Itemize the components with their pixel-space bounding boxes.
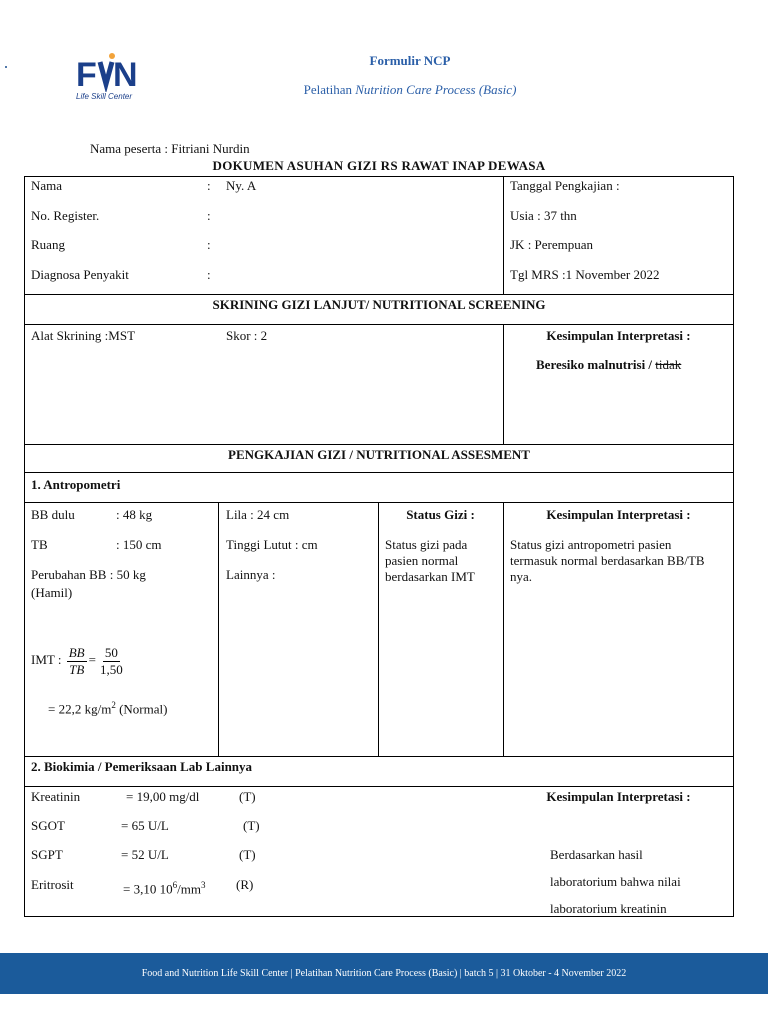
- divider: [24, 444, 734, 445]
- sgpt-flag: (T): [239, 847, 256, 862]
- eritrosit-unit: /mm: [177, 881, 201, 897]
- footer-bar: Food and Nutrition Life Skill Center | Pelatihan Nutrition Care Process (Basic) | batch 5 | 31 Oktober - 4 November 2022: [0, 953, 768, 994]
- nama-value: Ny. A: [226, 178, 257, 193]
- subtitle-italic: Nutrition Care Process (Basic): [355, 82, 517, 97]
- sgot-flag: (T): [243, 818, 260, 833]
- jenis-kelamin: JK : Perempuan: [510, 237, 594, 252]
- bb-dulu-value: : 48 kg: [116, 507, 153, 522]
- imt-fraction-symbolic: [67, 645, 87, 678]
- imt-result-value: = 22,2 kg/m: [48, 701, 112, 717]
- eritrosit-exponent: 6: [172, 880, 178, 890]
- participant-name: Nama peserta : Fitriani Nurdin: [90, 141, 250, 156]
- assessment-heading: PENGKAJIAN GIZI / NUTRITIONAL ASSESMENT: [228, 447, 530, 462]
- page-dot: [5, 66, 7, 68]
- sgpt-value: = 52 U/L: [121, 847, 169, 862]
- screening-result: [536, 357, 681, 373]
- biokimia-line-2: laboratorium bahwa nilai: [550, 874, 681, 889]
- result-text: Beresiko malnutrisi /: [536, 357, 656, 372]
- usia: Usia : 37 thn: [510, 208, 577, 223]
- colon: :: [207, 237, 211, 252]
- logo-mark-icon: [76, 50, 146, 92]
- kreatinin-label: Kreatinin: [31, 789, 81, 804]
- imt-denominator: TB: [69, 661, 85, 677]
- ruang-label: Ruang: [31, 237, 65, 252]
- logo-subtitle: Life Skill Center: [76, 92, 133, 101]
- imt-equals: =: [88, 652, 96, 667]
- nama-label: Nama: [31, 178, 63, 193]
- antropometri-kesimpulan-text: Status gizi antropometri pasien termasuk normal berdasarkan BB/TB nya.: [510, 537, 705, 584]
- imt-fraction-numeric: [98, 645, 125, 678]
- imt-numerator-value: 50: [104, 644, 118, 660]
- tinggi-lutut: Tinggi Lutut : cm: [226, 537, 318, 552]
- logo-letter-f: F: [76, 56, 97, 92]
- logo-letter-n: N: [113, 56, 138, 92]
- tb-label: TB: [31, 537, 48, 552]
- biokimia-line-3: laboratorium kreatinin: [550, 901, 667, 916]
- status-gizi-text: Status gizi pada pasien normal berdasarkan IMT: [385, 537, 475, 584]
- antropometri-kesimpulan-heading: Kesimpulan Interpretasi :: [546, 507, 691, 522]
- alat-skrining: Alat Skrining :MST: [31, 328, 136, 343]
- imt-numerator: BB: [68, 644, 85, 660]
- hamil-note: (Hamil): [31, 585, 73, 600]
- fn-logo: [76, 50, 146, 106]
- sgpt-label: SGPT: [31, 847, 63, 862]
- screening-kesimpulan-heading: Kesimpulan Interpretasi :: [546, 328, 691, 343]
- imt-result-exponent: 2: [111, 700, 116, 710]
- eritrosit-flag: (R): [236, 877, 254, 892]
- register-label: No. Register.: [31, 208, 100, 223]
- imt-formula: [31, 642, 127, 678]
- kreatinin-flag: (T): [239, 789, 256, 804]
- form-subtitle: [200, 82, 620, 98]
- sgot-label: SGOT: [31, 818, 65, 833]
- skor: Skor : 2: [226, 328, 268, 343]
- biokimia-kesimpulan-heading: Kesimpulan Interpretasi :: [546, 789, 691, 804]
- divider: [503, 176, 504, 294]
- colon: :: [207, 208, 211, 223]
- kreatinin-value: = 19,00 mg/dl: [126, 789, 200, 804]
- imt-result-note: (Normal): [115, 701, 168, 717]
- tanggal-pengkajian: Tanggal Pengkajian :: [510, 178, 620, 193]
- bb-dulu-label: BB dulu: [31, 507, 75, 522]
- divider: [24, 786, 734, 787]
- tb-value: : 150 cm: [116, 537, 162, 552]
- result-struck: tidak: [655, 357, 682, 372]
- imt-denominator-value: 1,50: [99, 661, 123, 677]
- lila: Lila : 24 cm: [226, 507, 290, 522]
- antropometri-heading: 1. Antropometri: [31, 477, 121, 492]
- perubahan-bb: Perubahan BB : 50 kg: [31, 567, 146, 582]
- imt-colon: :: [57, 652, 62, 667]
- subtitle-prefix: Pelatihan: [303, 82, 356, 97]
- eritrosit-number: = 3,10 10: [123, 881, 173, 897]
- divider: [24, 502, 734, 503]
- imt-result: [48, 697, 167, 717]
- tgl-mrs: Tgl MRS :1 November 2022: [510, 267, 660, 282]
- colon: :: [207, 267, 211, 282]
- screening-heading: SKRINING GIZI LANJUT/ NUTRITIONAL SCREENING: [212, 297, 546, 312]
- colon: :: [207, 178, 211, 193]
- eritrosit-value: [123, 877, 205, 897]
- biokimia-line-1: Berdasarkan hasil: [550, 847, 643, 862]
- status-gizi-heading: Status Gizi :: [406, 507, 475, 522]
- divider: [24, 756, 734, 757]
- form-title: Formulir NCP: [369, 53, 451, 68]
- divider: [218, 502, 219, 756]
- divider: [24, 294, 734, 295]
- eritrosit-label: Eritrosit: [31, 877, 74, 892]
- lainnya: Lainnya :: [226, 567, 276, 582]
- biokimia-heading: 2. Biokimia / Pemeriksaan Lab Lainnya: [31, 759, 253, 774]
- divider: [378, 502, 379, 756]
- document-title: DOKUMEN ASUHAN GIZI RS RAWAT INAP DEWASA: [212, 158, 546, 173]
- divider: [24, 472, 734, 473]
- diagnosa-label: Diagnosa Penyakit: [31, 267, 129, 282]
- divider: [503, 502, 504, 756]
- sgot-value: = 65 U/L: [121, 818, 169, 833]
- divider: [24, 324, 734, 325]
- eritrosit-unit-exponent: 3: [200, 880, 206, 890]
- imt-label: IMT: [31, 652, 55, 667]
